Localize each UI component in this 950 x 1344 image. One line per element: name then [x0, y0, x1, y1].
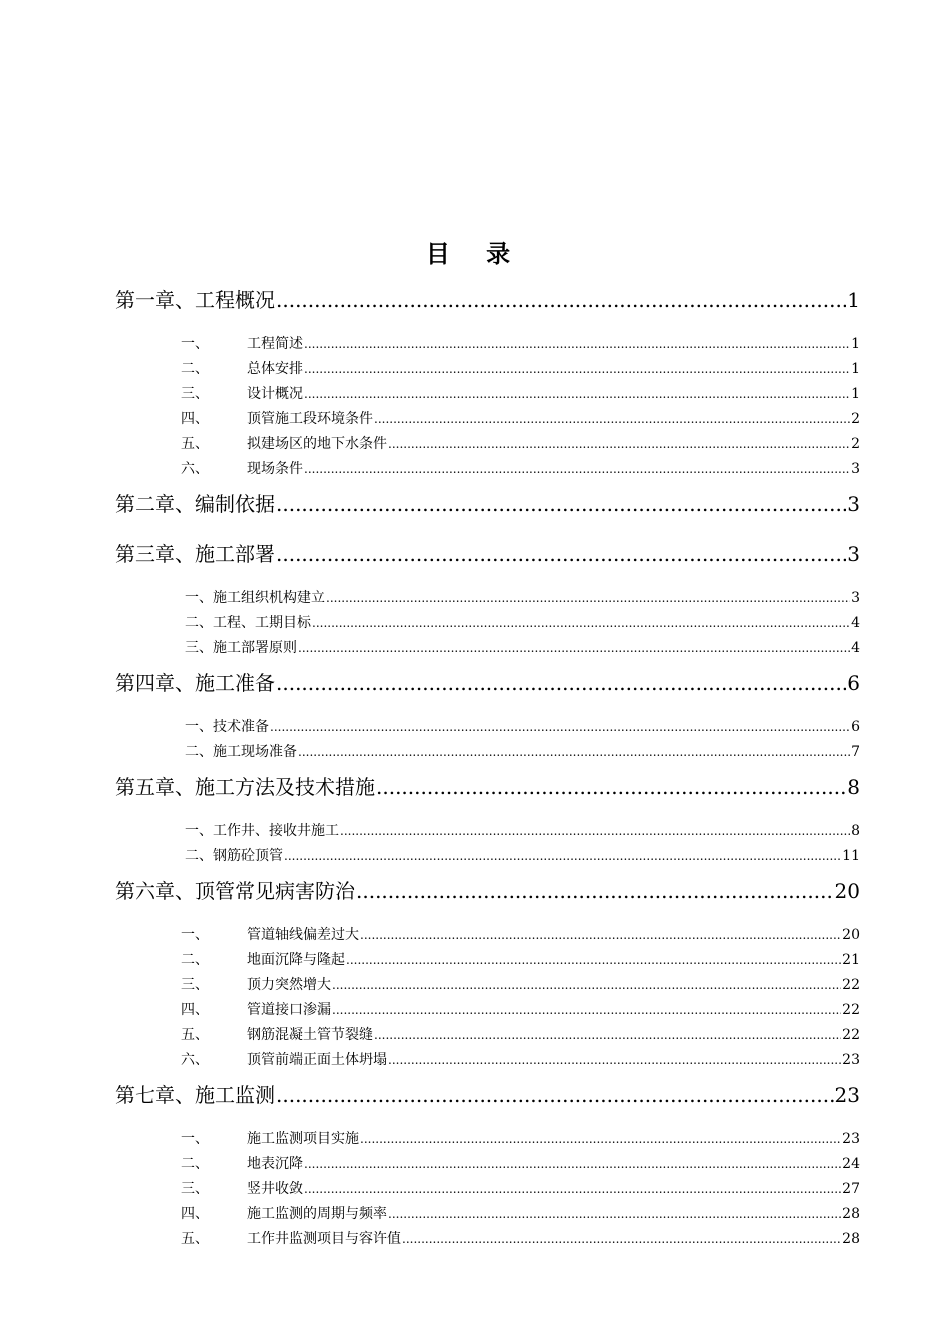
dot-leader [360, 923, 841, 948]
section-title: 施工监测项目实施 [247, 1131, 359, 1147]
dot-leader [340, 819, 850, 844]
toc-section-entry[interactable] [115, 715, 860, 740]
section-number: 二、 [181, 1156, 209, 1172]
page-number: 3 [847, 492, 860, 516]
section-title: 顶力突然增大 [247, 977, 331, 993]
toc-section-entry[interactable] [115, 740, 860, 765]
dot-leader [304, 357, 850, 382]
page-number: 1 [851, 361, 860, 377]
page-number: 7 [851, 744, 860, 760]
page-number: 20 [842, 927, 860, 943]
dot-leader [276, 1077, 834, 1113]
page-number: 22 [842, 1027, 860, 1043]
dot-leader [376, 769, 846, 805]
chapter-spacer [115, 1252, 860, 1256]
toc-section-entry[interactable] [115, 844, 860, 869]
page-number: 6 [851, 719, 860, 735]
section-number: 四、 [181, 411, 209, 427]
section-number: 三、 [181, 1181, 209, 1197]
toc-section-entry[interactable] [115, 1177, 860, 1202]
section-number: 四、 [181, 1002, 209, 1018]
toc-section-entry[interactable] [115, 1023, 860, 1048]
section-title: 地表沉降 [247, 1156, 303, 1172]
chapter-title: 第五章、施工方法及技术措施 [115, 775, 375, 799]
page-number: 3 [851, 461, 860, 477]
section-title: 工作井监测项目与容许值 [247, 1231, 401, 1247]
toc-chapter-entry[interactable] [115, 486, 860, 536]
section-title: 顶管施工段环境条件 [247, 411, 373, 427]
page-number: 21 [842, 952, 860, 968]
section-number: 三、 [181, 977, 209, 993]
page-number: 4 [851, 615, 860, 631]
section-title: 顶管前端正面土体坍塌 [247, 1052, 387, 1068]
section-title: 三、施工部署原则 [185, 640, 297, 656]
dot-leader [388, 432, 850, 457]
section-number: 一、 [181, 1131, 209, 1147]
section-number: 五、 [181, 436, 209, 452]
section-title: 钢筋混凝土管节裂缝 [247, 1027, 373, 1043]
page-number: 22 [842, 977, 860, 993]
dot-leader [360, 1127, 841, 1152]
toc-section-entry[interactable] [115, 1202, 860, 1227]
section-title: 二、钢筋砼顶管 [185, 848, 283, 864]
section-number: 六、 [181, 461, 209, 477]
section-title: 一、工作井、接收井施工 [185, 823, 339, 839]
section-title: 管道接口渗漏 [247, 1002, 331, 1018]
dot-leader [332, 973, 841, 998]
dot-leader [388, 1048, 841, 1073]
page-number: 28 [842, 1206, 860, 1222]
dot-leader [276, 486, 846, 522]
page-number: 8 [847, 775, 860, 799]
page-number: 22 [842, 1002, 860, 1018]
chapter-title: 第二章、编制依据 [115, 492, 275, 516]
section-number: 五、 [181, 1231, 209, 1247]
page-number: 6 [847, 671, 860, 695]
toc-chapter-entry[interactable] [115, 665, 860, 715]
section-title: 竖井收敛 [247, 1181, 303, 1197]
dot-leader [284, 844, 841, 869]
dot-leader [298, 636, 850, 661]
page-number: 3 [851, 590, 860, 606]
dot-leader [304, 457, 850, 482]
section-title: 二、施工现场准备 [185, 744, 297, 760]
toc-chapter-entry[interactable] [115, 282, 860, 332]
toc-section-entry[interactable] [115, 948, 860, 973]
chapter-title: 第三章、施工部署 [115, 542, 275, 566]
dot-leader [270, 715, 850, 740]
section-title: 地面沉降与隆起 [247, 952, 345, 968]
page-number: 4 [851, 640, 860, 656]
page-number: 3 [847, 542, 860, 566]
section-title: 一、技术准备 [185, 719, 269, 735]
dot-leader [356, 873, 834, 909]
toc-chapter-entry[interactable] [115, 536, 860, 586]
dot-leader [346, 948, 841, 973]
page-number: 24 [842, 1156, 860, 1172]
section-number: 五、 [181, 1027, 209, 1043]
dot-leader [276, 536, 846, 572]
page-number: 8 [851, 823, 860, 839]
toc-list [115, 282, 860, 1256]
section-title: 设计概况 [247, 386, 303, 402]
dot-leader [374, 1023, 841, 1048]
section-title: 管道轴线偏差过大 [247, 927, 359, 943]
section-number: 一、 [181, 927, 209, 943]
section-title: 一、施工组织机构建立 [185, 590, 325, 606]
dot-leader [312, 611, 850, 636]
section-number: 二、 [181, 952, 209, 968]
page-number: 20 [834, 879, 860, 903]
dot-leader [304, 1177, 841, 1202]
toc-section-entry[interactable] [115, 382, 860, 407]
toc-section-entry[interactable] [115, 1227, 860, 1252]
section-title: 施工监测的周期与频率 [247, 1206, 387, 1222]
dot-leader [332, 998, 841, 1023]
section-number: 一、 [181, 336, 209, 352]
toc-section-entry[interactable] [115, 973, 860, 998]
toc-section-entry[interactable] [115, 586, 860, 611]
page-number: 11 [842, 848, 860, 864]
page-number: 1 [847, 288, 860, 312]
chapter-title: 第六章、顶管常见病害防治 [115, 879, 355, 903]
chapter-title: 第一章、工程概况 [115, 288, 275, 312]
toc-section-entry[interactable] [115, 457, 860, 482]
toc-section-entry[interactable] [115, 1152, 860, 1177]
page-number: 23 [834, 1083, 860, 1107]
dot-leader [326, 586, 850, 611]
toc-section-entry[interactable] [115, 611, 860, 636]
toc-section-entry[interactable] [115, 998, 860, 1023]
section-title: 总体安排 [247, 361, 303, 377]
page-number: 28 [842, 1231, 860, 1247]
dot-leader [276, 282, 846, 318]
chapter-title: 第四章、施工准备 [115, 671, 275, 695]
toc-section-entry[interactable] [115, 432, 860, 457]
toc-section-entry[interactable] [115, 923, 860, 948]
page-number: 2 [851, 411, 860, 427]
toc-section-entry[interactable] [115, 1127, 860, 1152]
toc-section-entry[interactable] [115, 819, 860, 844]
page-number: 2 [851, 436, 860, 452]
toc-chapter-entry[interactable] [115, 769, 860, 819]
toc-section-entry[interactable] [115, 636, 860, 661]
toc-chapter-entry[interactable] [115, 873, 860, 923]
section-number: 三、 [181, 386, 209, 402]
chapter-title: 第七章、施工监测 [115, 1083, 275, 1107]
toc-section-entry[interactable] [115, 1048, 860, 1073]
toc-section-entry[interactable] [115, 407, 860, 432]
toc-section-entry[interactable] [115, 332, 860, 357]
toc-section-entry[interactable] [115, 357, 860, 382]
section-title: 二、工程、工期目标 [185, 615, 311, 631]
page-number: 1 [851, 336, 860, 352]
section-title: 工程简述 [247, 336, 303, 352]
dot-leader [298, 740, 850, 765]
toc-title: 目 录 [425, 240, 525, 268]
section-title: 拟建场区的地下水条件 [247, 436, 387, 452]
dot-leader [374, 407, 850, 432]
page-number: 23 [842, 1131, 860, 1147]
section-number: 四、 [181, 1206, 209, 1222]
dot-leader [388, 1202, 841, 1227]
section-number: 六、 [181, 1052, 209, 1068]
page-number: 1 [851, 386, 860, 402]
toc-chapter-entry[interactable] [115, 1077, 860, 1127]
dot-leader [276, 665, 846, 701]
section-title: 现场条件 [247, 461, 303, 477]
dot-leader [304, 382, 850, 407]
page-number: 23 [842, 1052, 860, 1068]
section-number: 二、 [181, 361, 209, 377]
dot-leader [402, 1227, 841, 1252]
dot-leader [304, 1152, 841, 1177]
page-number: 27 [842, 1181, 860, 1197]
dot-leader [304, 332, 850, 357]
